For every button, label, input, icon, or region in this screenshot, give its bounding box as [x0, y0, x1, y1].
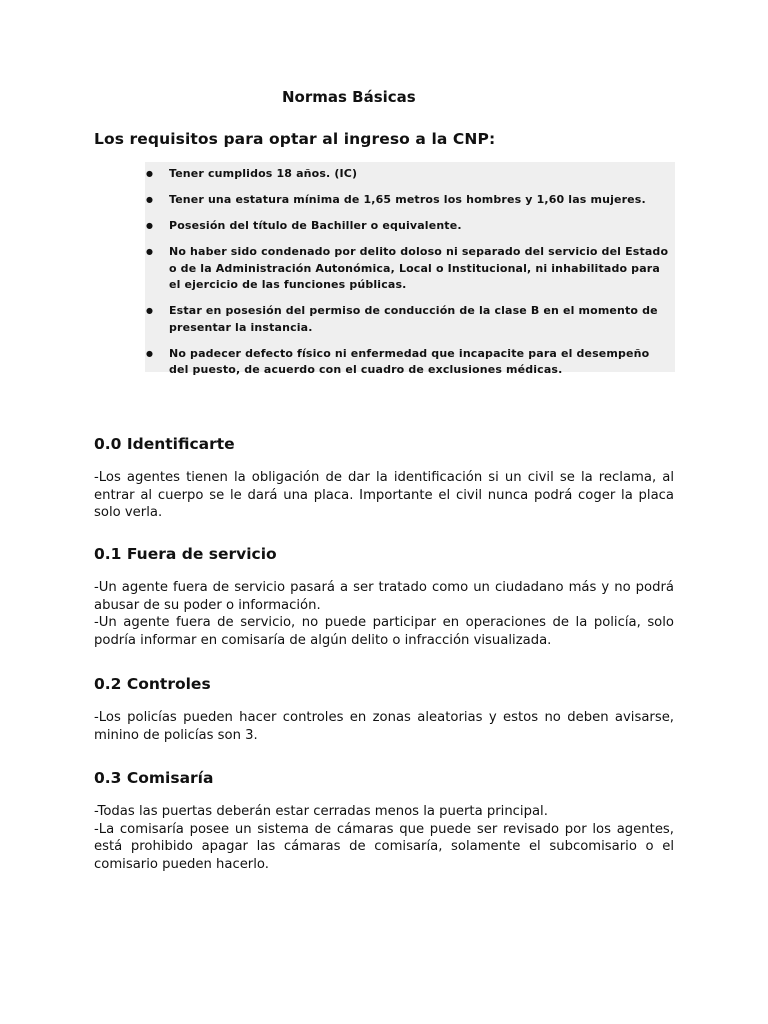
section-paragraph: -Un agente fuera de servicio pasará a ser tratado como un ciudadano más y no podrá abusar de su poder o información.	[94, 580, 674, 613]
requirements-list	[145, 166, 671, 379]
requirements-box	[145, 162, 675, 376]
section-paragraph: -La comisaría posee un sistema de cámaras que puede ser revisado por los agentes, está prohibido apagar las cámaras de comisaría, solamente el subcomisario o el comisario pueden hacerlo.	[94, 821, 674, 872]
section-paragraph: -Los agentes tienen la obligación de dar la identificación si un civil se la reclama, al entrar al cuerpo se le dará una placa. Importante el civil nunca podrá coger la placa solo verla.	[94, 470, 674, 520]
section-paragraph: -Un agente fuera de servicio, no puede participar en operaciones de la policía, solo podría informar en comisaría de algún delito o infracción visualizada.	[94, 615, 674, 648]
section-identificarte	[94, 434, 674, 522]
section-heading: 0.1 Fuera de servicio	[94, 545, 277, 563]
section-heading: 0.3 Comisaría	[94, 769, 214, 787]
requirement-item: ● No padecer defecto físico ni enfermedad que incapacite para el desempeño del puesto, de acuerdo con el cuadro de exclusiones médicas.	[145, 346, 671, 379]
requirement-item: ● No haber sido condenado por delito doloso ni separado del servicio del Estado o de la Administración Autonómica, Local o Institucional, ni inhabilitado para el ejercicio de las funciones públicas.	[145, 244, 671, 294]
section-body	[94, 803, 674, 873]
section-paragraph: -Los policías pueden hacer controles en zonas aleatorias y estos no deben avisarse, minino de policías son 3.	[94, 710, 674, 743]
requirement-item: ● Tener cumplidos 18 años. (IC)	[145, 166, 671, 183]
requirement-item: ● Tener una estatura mínima de 1,65 metros los hombres y 1,60 las mujeres.	[145, 192, 671, 209]
section-body	[94, 469, 674, 522]
requirement-item: ● Posesión del título de Bachiller o equivalente.	[145, 218, 671, 235]
section-heading: 0.0 Identificarte	[94, 435, 235, 453]
section-paragraph: -Todas las puertas deberán estar cerradas menos la puerta principal.	[94, 804, 548, 819]
page-title: Normas Básicas	[282, 88, 416, 106]
section-comisaria	[94, 768, 674, 873]
requirement-item: ● Estar en posesión del permiso de conducción de la clase B en el momento de presentar la instancia.	[145, 303, 671, 336]
section-body	[94, 709, 674, 744]
section-controles	[94, 674, 674, 744]
section-body	[94, 579, 674, 649]
section-heading: 0.2 Controles	[94, 675, 211, 693]
section-fuera-de-servicio	[94, 544, 674, 649]
requirements-heading: Los requisitos para optar al ingreso a la CNP:	[94, 130, 496, 148]
